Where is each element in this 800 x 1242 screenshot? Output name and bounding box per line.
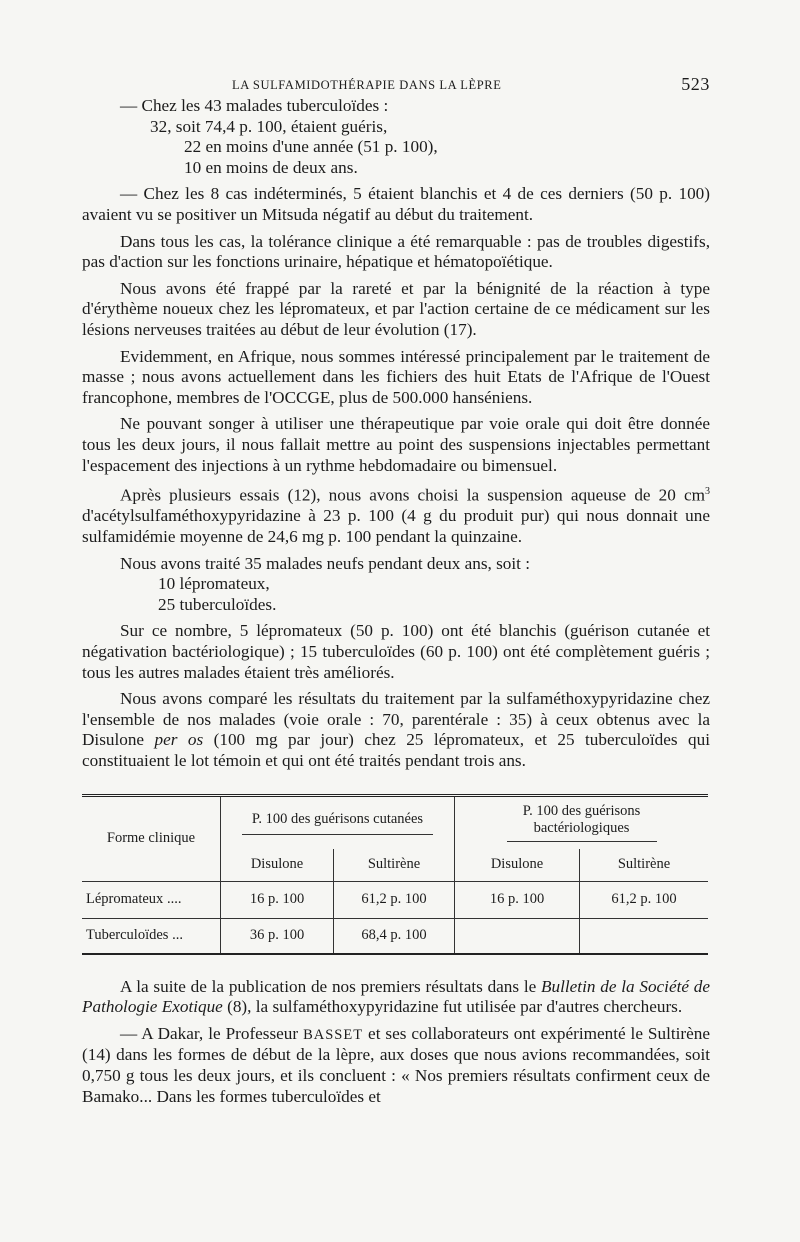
text-line: 25 tuberculoïdes. <box>158 594 277 614</box>
text-span: A la suite de la publication de nos premiers résultats dans le <box>120 976 542 996</box>
row-label <box>82 918 221 954</box>
table-cell: 61,2 p. 100 <box>334 881 455 918</box>
italic-text: Bulletin de la Société de Pathologie Exotique <box>82 976 710 1017</box>
row-label-text: Lépromateux <box>86 891 164 908</box>
text-line: 10 lépromateux, <box>158 574 270 594</box>
col-cut-sultirene: Sultirène <box>334 849 455 882</box>
col-cut-disulone: Disulone <box>221 849 334 882</box>
running-title: LA SULFAMIDOTHÉRAPIE DANS LA LÈPRE <box>232 78 502 92</box>
table-cell <box>455 918 580 954</box>
paragraph: Ne pouvant songer à utiliser une thérapeutique par voie orale qui doit être donnée tous les deux jours, il nous fallait mettre au point des suspensions injectables permettant l'espacement des injections à un rythme hebdomadaire ou bimensuel. <box>82 414 710 475</box>
paragraph <box>82 977 710 1018</box>
forme-clinique-header: Forme clinique <box>82 795 221 881</box>
bacterio-group-label: P. 100 des guérisons bactériologiques <box>507 803 657 842</box>
row-label <box>82 881 221 918</box>
page <box>82 74 710 1107</box>
paragraph <box>82 689 710 771</box>
paragraph <box>82 482 710 548</box>
page-number: 523 <box>681 74 710 94</box>
table-cell <box>580 918 709 954</box>
cutanees-group-label: P. 100 des guérisons cutanées <box>242 811 433 835</box>
bacterio-group-header <box>455 795 709 849</box>
paragraph: — Chez les 8 cas indéterminés, 5 étaient blanchis et 4 de ces derniers (50 p. 100) avaient vu se positiver un Mitsuda négatif au début du traitement. <box>82 184 710 224</box>
table-cell: 36 p. 100 <box>221 918 334 954</box>
text-span: d'acétylsulfaméthoxypyridazine à 23 p. 100 (4 g du produit pur) qui nous donnait une sulfamidémie moyenne de 24,6 mg p. 100 pendant la quinzaine. <box>82 506 710 547</box>
running-header <box>82 74 710 96</box>
col-bac-disulone: Disulone <box>455 849 580 882</box>
results-table <box>82 794 708 955</box>
text-line: 22 en moins d'une année (51 p. 100), <box>184 137 438 157</box>
table-row <box>82 918 708 954</box>
row-label-text: Tuberculoïdes <box>86 927 169 944</box>
table-cell: 16 p. 100 <box>455 881 580 918</box>
text-line: 32, soit 74,4 p. 100, étaient guéris, <box>150 116 388 136</box>
text-span: Après plusieurs essais (12), nous avons choisi la suspension aqueuse de 20 cm <box>120 485 705 505</box>
superscript: 3 <box>705 486 710 498</box>
italic-text: per os <box>154 730 204 750</box>
paragraph: Nous avons été frappé par la rareté et par la bénignité de la réaction à type d'érythème noueux chez les lépromateux, et par l'action certaine de ce médicament sur les lésions nerveuses traitées au début de leur évolution (17). <box>82 278 710 339</box>
table-cell: 16 p. 100 <box>221 881 334 918</box>
table-row <box>82 881 708 918</box>
col-bac-sultirene: Sultirène <box>580 849 709 882</box>
paragraph <box>82 1024 710 1107</box>
paragraph: Evidemment, en Afrique, nous sommes intéressé principalement par le traitement de masse ; nous avons actuellement dans les fichiers des huit Etats de l'Afrique de l'Ouest francophone, membres de l'OCCGE, plus de 500.000 hanséniens. <box>82 346 710 407</box>
text-span: (100 mg par jour) chez 25 lépromateux, et 25 tuberculoïdes qui constituaient le lot témoin et qui ont été traités pendant trois ans. <box>82 730 710 770</box>
text-span: — A Dakar, le Professeur <box>120 1023 304 1043</box>
paragraph: Sur ce nombre, 5 lépromateux (50 p. 100) ont été blanchis (guérison cutanée et négativation bactériologique) ; 15 tuberculoïdes (60 p. 100) ont été complètement guéris ; tous les autres malades étaient très améliorés. <box>82 621 710 682</box>
text-line: — Chez les 43 malades tuberculoïdes : <box>120 96 389 115</box>
text-span: Nous avons comparé les résultats du traitement par la sulfaméthoxypyridazine chez l'ensemble de nos malades (voie orale : 70, parentérale : 35) à ceux obtenus avec la Disulone <box>82 689 710 750</box>
text-line: 10 en moins de deux ans. <box>184 157 358 177</box>
table-cell: 68,4 p. 100 <box>334 918 455 954</box>
leader-dots: ... <box>172 927 183 944</box>
small-caps-name: BASSET <box>303 1026 364 1043</box>
leader-dots: .... <box>166 891 182 908</box>
cutanees-group-header <box>221 795 455 849</box>
table-cell: 61,2 p. 100 <box>580 881 709 918</box>
paragraph: Dans tous les cas, la tolérance clinique a été remarquable : pas de troubles digestifs, pas d'action sur les fonctions urinaire, hépatique et hématopoïétique. <box>82 231 710 272</box>
text-span: et ses collaborateurs ont expérimenté le Sultirène (14) dans les formes de début de la lèpre, aux doses que nous avions recommandées, soit 0,750 g tous les deux jours, et ils concluent : « Nos premiers résultats confirment ceux de Bamako... Dans les formes tuberculoïdes et <box>82 1023 710 1106</box>
text-line: Nous avons traité 35 malades neufs pendant deux ans, soit : <box>120 553 531 573</box>
text-span: (8), la sulfaméthoxypyridazine fut utilisée par d'autres chercheurs. <box>222 997 683 1017</box>
